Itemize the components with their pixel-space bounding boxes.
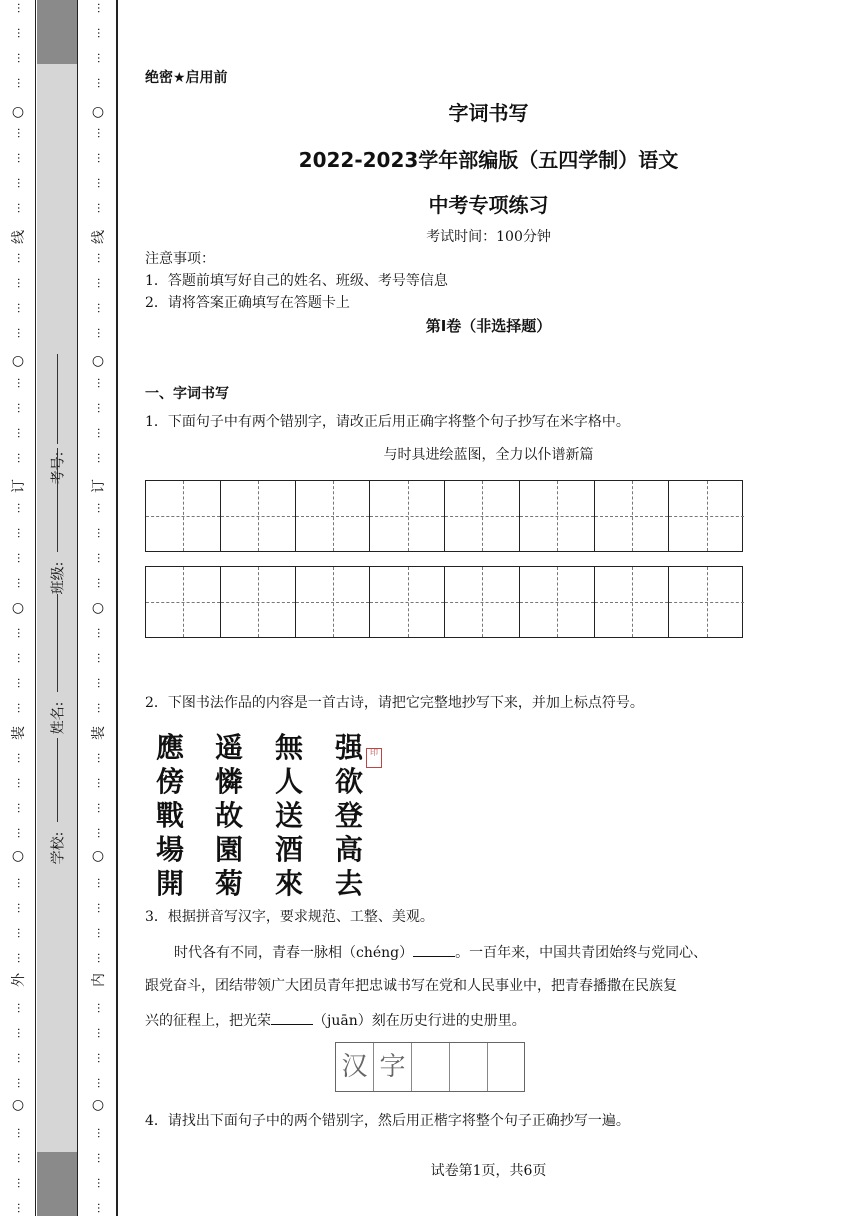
calligraphy-character: 無 (275, 731, 304, 764)
margin-dots: … (15, 302, 28, 314)
margin-dots: … (15, 2, 28, 14)
section-heading: 一、字词书写 (145, 386, 229, 402)
margin-dots: … (15, 1127, 28, 1139)
grid-guide (146, 602, 220, 603)
margin-dots: … (15, 777, 28, 789)
practice-grid-cell[interactable] (488, 1043, 526, 1091)
grid-guide (445, 602, 519, 603)
margin-dots: … (15, 527, 28, 539)
margin-dots: … (15, 677, 28, 689)
grid-cell[interactable] (595, 567, 670, 637)
margin-dots: … (15, 577, 28, 589)
page-footer: 试卷第1页，共6页 (430, 1163, 547, 1179)
calligraphy-character: 送 (275, 799, 304, 832)
margin-dots: … (15, 252, 28, 264)
binding-strip-border (77, 0, 78, 1216)
practice-grid-cell[interactable]: 汉 (336, 1043, 374, 1091)
grid-guide (221, 602, 295, 603)
margin-circle-mark: ○ (11, 1097, 25, 1113)
margin-circle-mark: ○ (11, 600, 25, 616)
margin-dots: … (15, 177, 28, 189)
margin-dots: … (15, 427, 28, 439)
margin-dots: … (15, 927, 28, 939)
binding-strip-top-block (37, 0, 77, 64)
exam-time: 考试时间：100分钟 (426, 229, 551, 245)
margin-dots: … (15, 1177, 28, 1189)
margin-dots: … (15, 902, 28, 914)
margin-dots: … (15, 952, 28, 964)
calligraphy-character: 遥 (215, 731, 244, 764)
grid-cell[interactable] (520, 567, 595, 637)
margin-dots: … (15, 1077, 28, 1089)
grid-cell[interactable] (370, 481, 445, 551)
margin-dots: … (15, 552, 28, 564)
margin-dots: … (15, 452, 28, 464)
margin-dots: … (95, 752, 108, 764)
margin-dots: … (95, 527, 108, 539)
margin-circle-mark: ○ (91, 848, 105, 864)
margin-dots: … (15, 1052, 28, 1064)
margin-dots: … (15, 702, 28, 714)
grid-cell[interactable] (445, 481, 520, 551)
margin-dots: … (95, 377, 108, 389)
calligraphy-character: 高 (335, 833, 364, 866)
calligraphy-character: 人 (275, 765, 304, 798)
grid-cell[interactable] (669, 481, 744, 551)
margin-dots: … (95, 452, 108, 464)
grid-guide (520, 516, 594, 517)
margin-cut-label: 订 (91, 479, 107, 493)
margin-dots: … (95, 652, 108, 664)
grid-guide (445, 516, 519, 517)
question-1-sentence: 与时具进绘蓝图，全力以仆谱新篇 (383, 447, 594, 463)
margin-dots: … (15, 1202, 28, 1214)
margin-dots: … (95, 402, 108, 414)
margin-dots: … (15, 202, 28, 214)
margin-dots: … (15, 877, 28, 889)
margin-dots: … (15, 502, 28, 514)
answer-blank[interactable] (271, 1012, 313, 1025)
calligraphy-character: 開 (156, 867, 185, 900)
margin-dots: … (95, 552, 108, 564)
margin-circle-mark: ○ (91, 1097, 105, 1113)
margin-dots: … (95, 677, 108, 689)
margin-dots: … (95, 2, 108, 14)
practice-grid-cell[interactable]: 字 (374, 1043, 412, 1091)
margin-dots: … (15, 77, 28, 89)
margin-cut-label: 外 (11, 973, 27, 987)
margin-dots: … (15, 1027, 28, 1039)
grid-guide (296, 516, 370, 517)
calligraphy-character: 菊 (215, 867, 244, 900)
margin-dots: … (95, 1127, 108, 1139)
margin-dots: … (15, 377, 28, 389)
margin-dots: … (95, 277, 108, 289)
margin-dots: … (15, 1152, 28, 1164)
margin-cut-label: 线 (11, 230, 27, 244)
margin-dots: … (15, 277, 28, 289)
margin-dots: … (95, 1052, 108, 1064)
grid-cell[interactable] (146, 567, 221, 637)
margin-cut-label: 装 (11, 726, 27, 740)
name-field-label: 姓名: (50, 701, 66, 735)
margin-dots: … (95, 127, 108, 139)
grid-cell[interactable] (445, 567, 520, 637)
school-field-label: 学校: (50, 831, 66, 865)
calligraphy-character: 登 (335, 799, 364, 832)
name-field-line[interactable] (57, 594, 58, 692)
practice-grid-cell[interactable] (450, 1043, 488, 1091)
margin-dots: … (95, 1002, 108, 1014)
margin-dots: … (95, 302, 108, 314)
margin-dots: … (95, 52, 108, 64)
question-3-passage-line-1: 时代各有不同，青春一脉相（chéng） 。一百年来，中国共青团始终与党同心、 (174, 945, 708, 961)
margin-circle-mark: ○ (91, 104, 105, 120)
calligraphy-character: 來 (275, 867, 304, 900)
margin-dots: … (15, 152, 28, 164)
calligraphy-character: 去 (335, 867, 364, 900)
margin-circle-mark: ○ (11, 104, 25, 120)
practice-grid-cell[interactable] (412, 1043, 450, 1091)
margin-dots: … (95, 152, 108, 164)
margin-circle-mark: ○ (91, 600, 105, 616)
margin-dots: … (95, 1177, 108, 1189)
margin-dots: … (15, 402, 28, 414)
grid-guide (595, 602, 669, 603)
margin-cut-label: 装 (91, 726, 107, 740)
grid-cell[interactable] (370, 567, 445, 637)
margin-dots: … (95, 902, 108, 914)
margin-dots: … (95, 702, 108, 714)
binding-strip-bottom-block (37, 1152, 77, 1216)
grid-guide (669, 602, 744, 603)
answer-grid-row-2[interactable] (145, 566, 743, 638)
margin-dots: … (95, 177, 108, 189)
margin-cut-label: 内 (91, 973, 107, 987)
margin-circle-mark: ○ (91, 353, 105, 369)
question-4-text: 4．请找出下面句子中的两个错别字，然后用正楷字将整个句子正确抄写一遍。 (145, 1113, 630, 1129)
exam-no-field-line[interactable] (57, 354, 58, 444)
margin-dots: … (95, 427, 108, 439)
margin-dots: … (15, 1002, 28, 1014)
margin-dots: … (95, 27, 108, 39)
answer-blank[interactable] (413, 944, 455, 957)
calligraphy-character: 戰 (156, 799, 185, 832)
secret-label: 绝密★启用前 (145, 70, 228, 86)
calligraphy-character: 憐 (215, 765, 244, 798)
margin-dots: … (95, 777, 108, 789)
margin-dots: … (95, 77, 108, 89)
inner-margin-line (116, 0, 118, 1216)
grid-guide (520, 602, 594, 603)
question-2-text: 2．下图书法作品的内容是一首古诗，请把它完整地抄写下来，并加上标点符号。 (145, 695, 644, 711)
margin-dots: … (15, 652, 28, 664)
grid-guide (669, 516, 744, 517)
volume-heading: 第I卷（非选择题） (425, 317, 552, 335)
margin-dots: … (95, 577, 108, 589)
grid-cell[interactable] (520, 481, 595, 551)
margin-dots: … (15, 827, 28, 839)
margin-dots: … (95, 877, 108, 889)
margin-dots: … (95, 327, 108, 339)
margin-dots: … (95, 952, 108, 964)
title-sub: 中考专项练习 (428, 193, 549, 217)
margin-dots: … (15, 27, 28, 39)
grid-guide (296, 602, 370, 603)
calligraphy-character: 場 (156, 833, 185, 866)
notes-heading: 注意事项： (145, 251, 215, 267)
calligraphy-character: 應 (156, 731, 185, 764)
margin-dots: … (95, 202, 108, 214)
grid-guide (221, 516, 295, 517)
margin-dots: … (15, 752, 28, 764)
grid-cell[interactable] (296, 481, 371, 551)
grid-cell[interactable] (669, 567, 744, 637)
margin-dots: … (15, 802, 28, 814)
margin-dots: … (95, 1202, 108, 1214)
grid-guide (146, 516, 220, 517)
answer-grid-row-1[interactable] (145, 480, 743, 552)
margin-dots: … (95, 1152, 108, 1164)
exam-no-field-label: 考号: (50, 451, 66, 485)
margin-dots: … (95, 502, 108, 514)
calligraphy-character: 酒 (275, 833, 304, 866)
margin-cut-label: 线 (91, 230, 107, 244)
margin-dots: … (95, 802, 108, 814)
margin-dots: … (15, 127, 28, 139)
margin-dots: … (95, 927, 108, 939)
question-3-text: 3．根据拼音写汉字，要求规范、工整、美观。 (145, 909, 434, 925)
practice-character-grid[interactable] (335, 1042, 525, 1092)
margin-dots: … (95, 827, 108, 839)
margin-dots: … (15, 327, 28, 339)
margin-dots: … (95, 627, 108, 639)
grid-guide (370, 516, 444, 517)
calligraphy-character: 欲 (335, 765, 364, 798)
calligraphy-character: 强 (335, 731, 364, 764)
margin-dots: … (95, 252, 108, 264)
grid-guide (370, 602, 444, 603)
calligraphy-character: 園 (215, 833, 244, 866)
grid-cell[interactable] (221, 481, 296, 551)
question-3-passage-line-2: 跟党奋斗，团结带领广大团员青年把忠诚书写在党和人民事业中，把青春播撒在民族复 (145, 978, 677, 994)
red-seal: 印 (366, 748, 382, 768)
margin-dots: … (15, 627, 28, 639)
margin-dots: … (15, 52, 28, 64)
grid-guide (595, 516, 669, 517)
note-item: 2．请将答案正确填写在答题卡上 (145, 295, 350, 311)
calligraphy-character: 傍 (156, 765, 185, 798)
margin-dots: … (95, 1077, 108, 1089)
margin-dots: … (95, 1027, 108, 1039)
grid-cell[interactable] (296, 567, 371, 637)
grid-cell[interactable] (595, 481, 670, 551)
margin-circle-mark: ○ (11, 848, 25, 864)
grid-cell[interactable] (146, 481, 221, 551)
margin-circle-mark: ○ (11, 353, 25, 369)
title-main: 字词书写 (448, 101, 529, 125)
question-1-text: 1．下面句子中有两个错别字，请改正后用正确字将整个句子抄写在米字格中。 (145, 414, 630, 430)
title-year: 2022-2023学年部编版（五四学制）语文 (298, 148, 679, 172)
question-3-passage-line-3: 兴的征程上，把光荣 （juān）刻在历史行进的史册里。 (145, 1013, 526, 1029)
school-field-line[interactable] (57, 738, 58, 822)
class-field-label: 班级: (50, 561, 66, 595)
grid-cell[interactable] (221, 567, 296, 637)
margin-cut-label: 订 (11, 479, 27, 493)
calligraphy-character: 故 (215, 799, 244, 832)
note-item: 1．答题前填写好自己的姓名、班级、考号等信息 (145, 273, 448, 289)
